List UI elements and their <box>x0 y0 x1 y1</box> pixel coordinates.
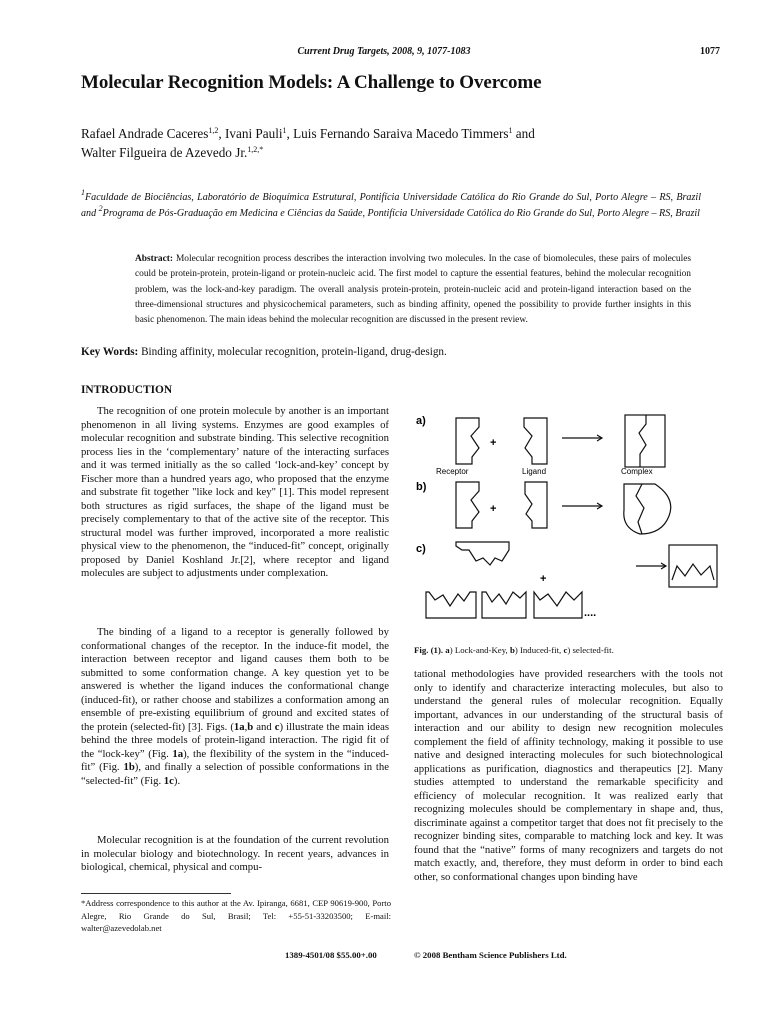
caption-label: ). <box>437 645 446 655</box>
ligand-label: Ligand <box>522 467 547 476</box>
issn-price: 1389-4501/08 $55.00+.00 <box>285 950 377 960</box>
ligand-shape <box>524 418 547 464</box>
receptor-shape <box>456 482 479 528</box>
caption-text: ) Induced-fit, <box>514 645 564 655</box>
footnote: *Address correspondence to this author at the Av. Ipiranga, 6681, CEP 90619-900, Porto Alegre, Rio Grande do Sul, Brasil; Tel: +55-51-33203500; E-mail: walter@azevedolab.net <box>81 898 391 933</box>
running-head <box>0 46 768 57</box>
author-affiliation-mark: 1 <box>508 126 513 135</box>
author-name: , Ivani Pauli <box>218 126 283 141</box>
abstract-label: Abstract: <box>135 254 174 264</box>
text-run: ) illustrate the main ideas behind the three models of protein-ligand interaction. The rigid fit of the “lock-key” (Fig. <box>81 720 390 760</box>
affiliation-text: Programa de Pós-Graduação em Medicina e Ciências da Saúde, Pontifícia Universidade Católica do Rio Grande do Sul, Porto Alegre – RS, Brazil <box>102 208 700 219</box>
caption-label: Fig. ( <box>414 645 434 655</box>
receptor-shape <box>456 418 479 464</box>
plus-sign: + <box>490 503 497 515</box>
abstract-text: Molecular recognition process describes the interaction involving two molecules. In the case of biomolecules, these pairs of molecules could be protein-protein, protein-ligand or protein-nucleic acid. The first model to capture the essential features, behind the molecular recognition problem, was the lock-and-key paradigm. The overall analysis protein-protein, protein-nucleic acid and protein-ligand interaction based on the three-dimensional structures and physicochemical parameters, such as binding affinity, opened the possibility to provide further insights in this basic phenomenon. The main ideas behind the molecular recognition are discussed in the present review. <box>135 254 691 326</box>
body-paragraph <box>81 626 389 788</box>
text-run: The binding of a ligand to a receptor is generally followed by conformational changes of the receptor. In the induce-fit model, the interaction between receptor and ligand causes them both to be submitted to some conformation change. A key question yet to be answered is whether the ligand induces the conformational change (induced-fit), or rather choose and stabilizes a conformation among an ensemble of pre-existing equilibrium of ground and excited states of the protein (selected-fit) [3]. Figs. ( <box>81 626 389 733</box>
ellipsis: .... <box>584 607 597 619</box>
footnote-divider <box>81 893 231 894</box>
text-run: ), and finally a selection of possible conformations in the “selected-fit” (Fig. <box>81 761 389 787</box>
journal-pages: , 1077-1083 <box>422 46 471 57</box>
figure-ref: 1c <box>163 774 174 787</box>
figure-ref: c <box>274 720 280 733</box>
caption-panel: a <box>445 645 450 655</box>
journal-volume: 9 <box>417 46 423 57</box>
figure-label-b: b) <box>416 481 427 493</box>
plus-sign: + <box>490 437 497 449</box>
receptor-label: Receptor <box>436 467 469 476</box>
figure-caption <box>414 645 614 655</box>
abstract <box>135 252 691 328</box>
caption-text: ) selected-fit. <box>567 645 614 655</box>
section-heading: INTRODUCTION <box>81 384 173 396</box>
copyright: © 2008 Bentham Science Publishers Ltd. <box>414 950 567 960</box>
journal-year: , 2008, <box>387 46 418 57</box>
journal-name: Current Drug Targets <box>297 46 388 57</box>
plus-sign: + <box>540 573 547 585</box>
author-name: Walter Filgueira de Azevedo Jr. <box>81 145 248 160</box>
body-paragraph: tational methodologies have provided researchers with the tools not only to identify and characterize interacting molecules, but also to understand the general rules of molecular recognition. Equally important, advances in our understanding of the structural basis of interaction and our ability to design new recognition molecules complement the field of affinity technology, making it possible to use native and designed interacting molecules for such biotechnological applications as purification, diagnostics and therapeutics [2]. Many studies attempted to understand the remarkable specificity and efficiency of molecular recognition. It was realized early that recognizing molecules should be complementary in shape and, thus, discriminate against a competitor target that does not fit precisely to the recognizer binding sites, comparable to matching lock and key. It was found that the “native” forms of many recognizers and targets do not match exactly, and, therefore, they must deform in order to bind each other, so conformational changes upon binding have <box>414 668 723 883</box>
paper-title: Molecular Recognition Models: A Challenge to Overcome <box>81 72 542 93</box>
author-name: Rafael Andrade Caceres <box>81 126 209 141</box>
ligand-shape <box>456 542 509 565</box>
text-run: ), the flexibility of the system in the “induced-fit” (Fig. <box>81 747 389 773</box>
figure-ref: b <box>247 720 254 733</box>
author-affiliation-mark: 1,2,* <box>247 145 264 154</box>
figure-ref: 1b <box>123 761 135 773</box>
page-number: 1077 <box>700 46 720 57</box>
text-run: , <box>244 720 248 733</box>
complex-shape <box>625 415 665 467</box>
author-name: , Luis Fernando Saraiva Macedo Timmers <box>286 126 509 141</box>
figure-label-c: c) <box>416 543 426 555</box>
author-affiliation-mark: 1,2 <box>208 126 219 135</box>
figure-ref: 1a <box>233 720 245 733</box>
keywords <box>81 346 701 358</box>
conformation-shape <box>482 592 526 618</box>
complex-label: Complex <box>621 467 653 476</box>
author-list <box>81 124 701 162</box>
figure-1 <box>414 410 726 625</box>
caption-panel: c <box>563 645 568 655</box>
figure-label-a: a) <box>416 415 426 427</box>
caption-panel: b <box>509 645 515 655</box>
conformation-shape <box>534 592 582 618</box>
conformation-shape <box>426 592 476 618</box>
keywords-label: Key Words: <box>81 346 139 358</box>
text-run: and <box>253 720 275 733</box>
caption-number: 1 <box>433 645 438 655</box>
author-conjunction: and <box>512 126 535 141</box>
keywords-text: Binding affinity, molecular recognition, protein-ligand, drug-design. <box>138 346 447 358</box>
affiliation-text: Faculdade de Biociências, Laboratório de Bioquímica Estrutural, Pontifícia Universidade Católica do Rio Grande do Sul, Porto Alegre – RS, Brazil and <box>81 192 701 219</box>
affiliation-mark: 1 <box>81 188 85 197</box>
affiliations <box>81 190 701 222</box>
author-affiliation-mark: 1 <box>282 126 287 135</box>
caption-text: ) Lock-and-Key, <box>449 645 510 655</box>
ligand-shape <box>525 482 547 528</box>
figure-ref: 1a <box>172 747 184 760</box>
complex-shape <box>624 484 671 534</box>
text-run: ). <box>173 774 181 787</box>
body-paragraph: The recognition of one protein molecule by another is an important phenomenon in all living systems. Enzymes are good examples of molecular recognition and substrate binding. This selective recognition process lies in the ‘complementary’ nature of the interacting surfaces and it was termed initially as the so called ‘lock-and-key’ concept by Fischer more than a hundred years ago, who proposed that the enzyme and substrate fit together "like lock and key" [1]. This model represent both structures as rigid surfaces, the shape of the ligand must be precisely complementary to that of the active site of the receptor. This structural model was further improved, incorporated a more realistic physical view to the phenomenon, the “induced-fit” concept, originally proposed by Daniel Koshland Jr.[2], where receptor and ligand molecules are subject to adjustments under complexation. <box>81 405 389 579</box>
body-paragraph: Molecular recognition is at the foundation of the current revolution in molecular biology and biotechnology. In recent years, advances in biological, chemical, physical and compu- <box>81 834 389 873</box>
affiliation-mark: 2 <box>98 204 103 213</box>
